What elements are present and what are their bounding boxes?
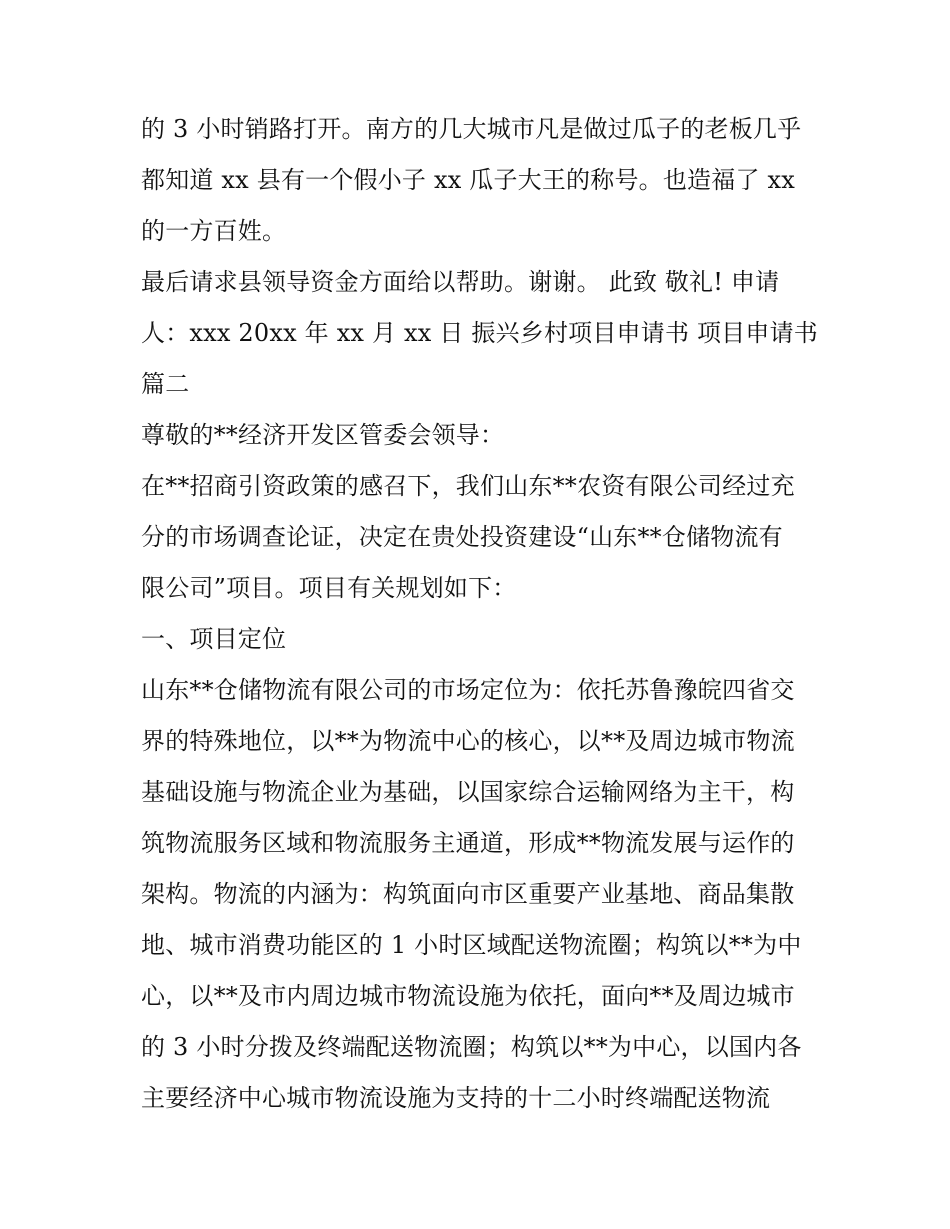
text-line: 山东**仓储物流有限公司的市场定位为：依托苏鲁豫皖四省交	[141, 676, 795, 704]
text-line: 主要经济中心城市物流设施为支持的十二小时终端配送物流	[141, 1084, 771, 1112]
text-line: 尊敬的**经济开发区管委会领导：	[141, 421, 505, 449]
text-line: 限公司”项目。项目有关规划如下：	[141, 574, 517, 602]
text-line: 地、城市消费功能区的 1 小时区域配送物流圈；构筑以**为中	[141, 931, 802, 959]
text-line: 的 3 小时分拨及终端配送物流圈；构筑以**为中心，以国内各	[141, 1033, 802, 1061]
section-heading: 一、项目定位	[141, 625, 287, 653]
text-line: 最后请求县领导资金方面给以帮助。谢谢。 此致 敬礼! 申请	[141, 268, 780, 296]
text-line: 的 3 小时销路打开。南方的几大城市凡是做过瓜子的老板几乎	[141, 115, 802, 143]
text-line: 篇二	[141, 370, 190, 398]
text-line: 的一方百姓。	[141, 217, 287, 245]
text-line: 心，以**及市内周边城市物流设施为依托，面向**及周边城市	[141, 982, 795, 1010]
text-line: 人：xxx 20xx 年 xx 月 xx 日 振兴乡村项目申请书 项目申请书	[141, 319, 818, 347]
document-body	[141, 104, 821, 1124]
text-line: 分的市场调查论证，决定在贵处投资建设“山东**仓储物流有	[141, 523, 783, 551]
text-line: 基础设施与物流企业为基础，以国家综合运输网络为主干，构	[141, 778, 795, 806]
text-line: 都知道 xx 县有一个假小子 xx 瓜子大王的称号。也造福了 xx	[141, 166, 795, 194]
text-line: 界的特殊地位，以**为物流中心的核心，以**及周边城市物流	[141, 727, 795, 755]
text-line: 架构。物流的内涵为：构筑面向市区重要产业基地、商品集散	[141, 880, 795, 908]
text-line: 筑物流服务区域和物流服务主通道，形成**物流发展与运作的	[141, 829, 795, 857]
text-line: 在**招商引资政策的感召下，我们山东**农资有限公司经过充	[141, 472, 795, 500]
